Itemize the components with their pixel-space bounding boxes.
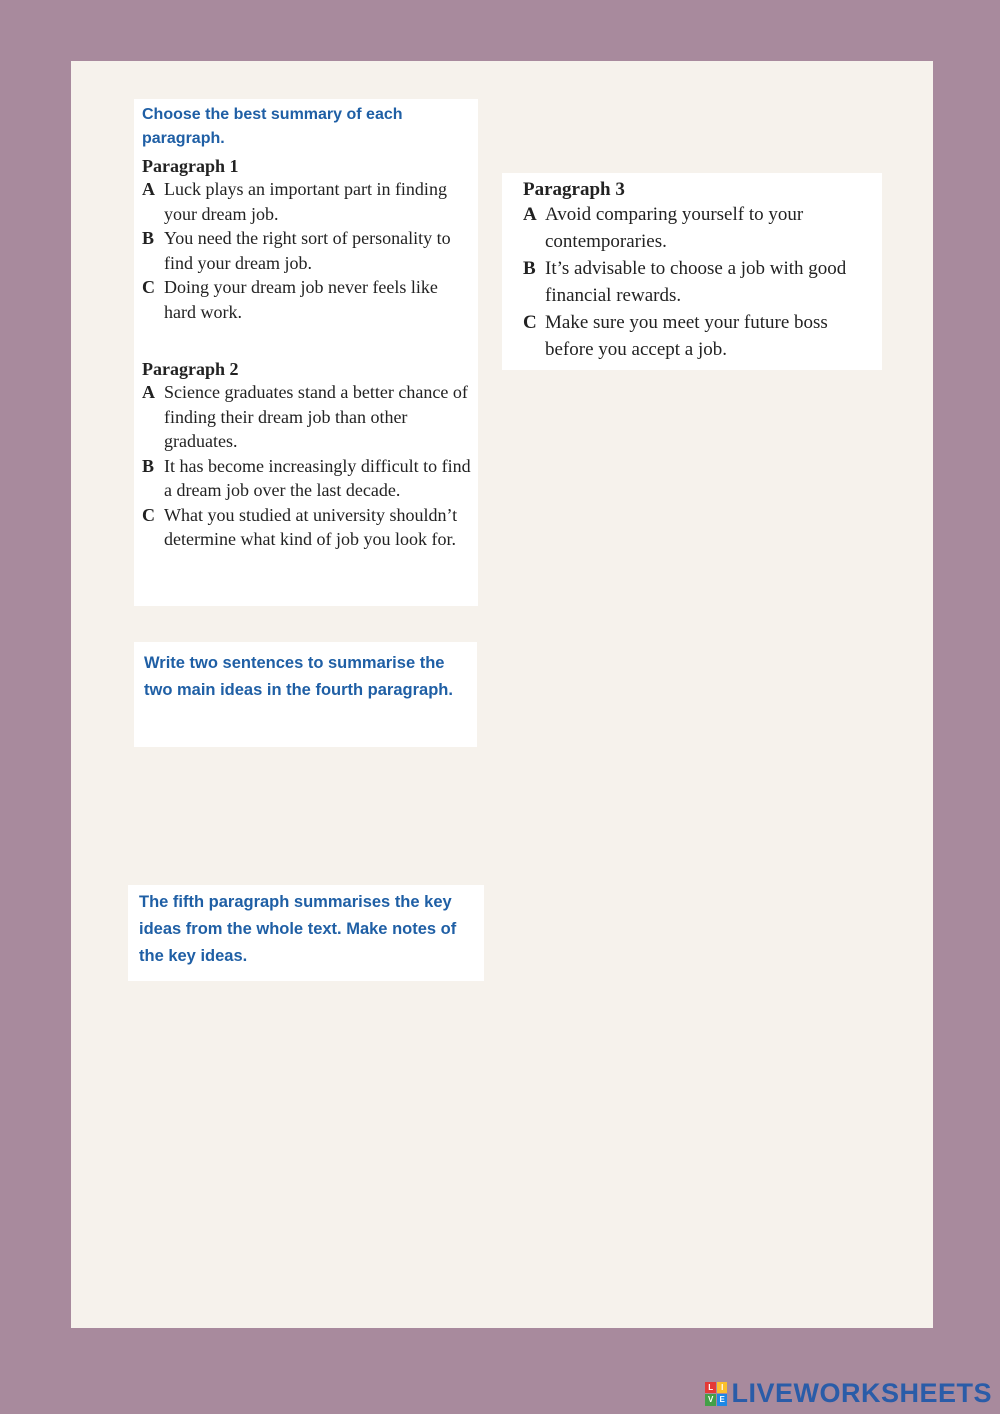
instruction-make-notes: The fifth paragraph summarises the key ideas from the whole text. Make notes of the key ideas. — [139, 893, 457, 965]
instruction-write-two-sentences: Write two sentences to summarise the two main ideas in the fourth paragraph. — [144, 654, 453, 699]
paragraph-2-block — [142, 359, 472, 552]
liveworksheets-brand[interactable] — [705, 1378, 992, 1409]
paragraph-1-option-b[interactable]: B You need the right sort of personality to find your dream job. — [142, 228, 451, 273]
paragraph-2-option-b[interactable]: B It has become increasingly difficult to find a dream job over the last decade. — [142, 455, 471, 500]
paragraph-3-option-c[interactable]: C Make sure you meet your future boss before you accept a job. — [523, 312, 828, 360]
instruction-card-fifth-paragraph — [128, 885, 484, 981]
paragraph-3-option-b[interactable]: B It’s advisable to choose a job with good financial rewards. — [523, 258, 847, 306]
paragraph-2-option-a[interactable]: A Science graduates stand a better chance of finding their dream job than other graduates. — [142, 382, 468, 451]
summary-card-paragraphs-1-2 — [134, 99, 478, 606]
summary-card-paragraph-3 — [502, 173, 882, 370]
paragraph-3-title: Paragraph 3 — [523, 179, 625, 200]
paragraph-1-title: Paragraph 1 — [142, 156, 239, 176]
paragraph-2-option-c[interactable]: C What you studied at university shouldn’t determine what kind of job you look for. — [142, 504, 458, 549]
paragraph-2-title: Paragraph 2 — [142, 359, 239, 379]
liveworksheets-logo-icon: L I V E — [705, 1382, 727, 1406]
paragraph-1-option-c[interactable]: C Doing your dream job never feels like hard work. — [142, 277, 438, 322]
paragraph-1-option-a[interactable]: A Luck plays an important part in finding your dream job. — [142, 179, 447, 224]
paragraph-1-block — [142, 156, 472, 324]
instruction-choose-summary: Choose the best summary of each paragraph. — [142, 106, 403, 147]
paragraph-3-option-a[interactable]: A Avoid comparing yourself to your contemporaries. — [523, 204, 804, 252]
liveworksheets-wordmark: LIVEWORKSHEETS — [731, 1378, 992, 1408]
instruction-card-fourth-paragraph — [134, 642, 477, 747]
